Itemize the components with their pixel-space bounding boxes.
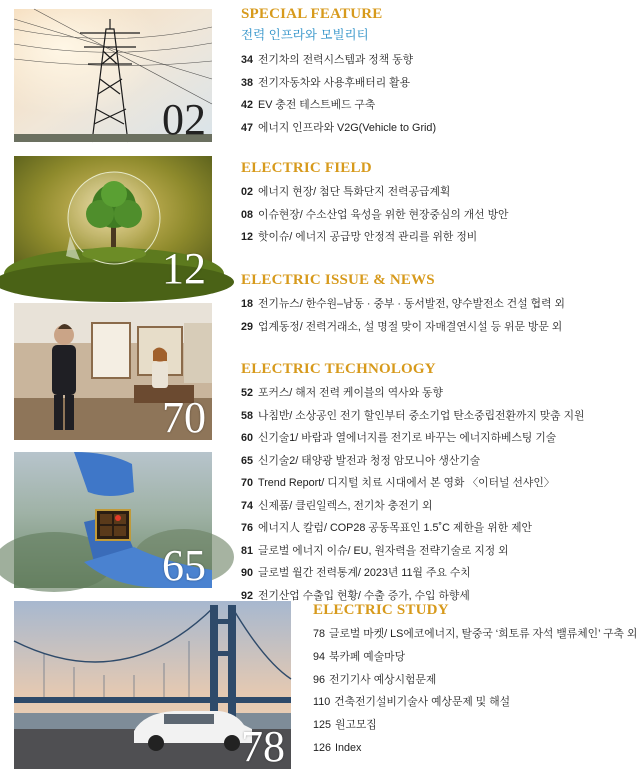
- toc-page-number: 81: [241, 544, 254, 557]
- toc-entry-text: 나침반/ 소상공인 전기 할인부터 중소기업 탄소중립전환까지 맞춤 지원: [258, 409, 585, 422]
- toc-item[interactable]: [241, 49, 436, 72]
- toc-item[interactable]: [313, 623, 637, 646]
- toc-item[interactable]: [241, 405, 584, 428]
- toc-page-number: 90: [241, 567, 254, 579]
- toc-item[interactable]: [241, 495, 584, 518]
- section-electric-field: [241, 159, 508, 249]
- toc-page-number: 12: [241, 231, 254, 243]
- toc-item[interactable]: [241, 117, 436, 140]
- section-title: ELECTRIC STUDY: [313, 602, 449, 618]
- toc-page-number: 125: [313, 719, 332, 732]
- section-title: ELECTRIC FIELD: [241, 160, 372, 176]
- photo-virtual-room-figures: [14, 303, 212, 440]
- section-subtitle: 전력 인프라와 모빌리티: [241, 28, 369, 42]
- photo-page-number: 12: [162, 244, 206, 293]
- toc-entry-text: 신기술2/ 태양광 발전과 청정 암모니아 생산기술: [258, 454, 481, 467]
- toc-page-number: 110: [313, 696, 331, 709]
- photo-transmission-tower: [14, 9, 212, 142]
- toc-entry-text: 북카페 예술마당: [329, 650, 406, 663]
- toc-item[interactable]: [241, 226, 508, 249]
- toc-item[interactable]: [241, 181, 508, 204]
- toc-page-number: 78: [313, 628, 326, 640]
- toc-entry-text: 핫이슈/ 에너지 공급망 안정적 관리를 위한 정비: [258, 231, 478, 243]
- toc-entry-text: 에너지人 칼럼/ COP28 공동목표인 1.5˚C 제한을 위한 제안: [258, 522, 532, 534]
- toc-page-number: 94: [313, 650, 326, 663]
- toc-item[interactable]: [241, 382, 584, 405]
- toc-page-number: 02: [241, 186, 254, 198]
- toc-item[interactable]: [241, 540, 584, 563]
- toc-item[interactable]: [313, 669, 637, 692]
- toc-item[interactable]: [241, 316, 565, 339]
- toc-item[interactable]: [241, 427, 584, 450]
- toc-page-number: 96: [313, 673, 326, 686]
- toc-entry-text: 전기뉴스/ 한수원–남동 · 중부 · 동서발전, 양수발전소 건설 협력 외: [258, 298, 565, 310]
- section-title: SPECIAL FEATURE: [241, 6, 383, 22]
- photo-page-number: 02: [162, 95, 206, 144]
- section-electric-technology: [241, 360, 584, 607]
- toc-entry-text: 포커스/ 해저 전력 케이블의 역사와 동향: [258, 387, 443, 399]
- toc-entry-text: 신제품/ 클린일렉스, 전기차 충전기 외: [258, 499, 433, 512]
- toc-entry-text: 전기자동차와 사용후배터리 활용: [258, 76, 411, 89]
- section-special-feature: [241, 5, 436, 139]
- toc-entry-text: 글로벌 월간 전력통계/ 2023년 11월 주요 수치: [258, 567, 471, 579]
- toc-page-number: 126: [313, 741, 332, 754]
- toc-item[interactable]: [241, 472, 584, 495]
- toc-page-number: 70: [241, 477, 254, 489]
- photo-page-number: 78: [241, 722, 285, 771]
- toc-entry-text: 에너지 현장/ 첨단 특화단지 전력공급계획: [258, 186, 451, 198]
- toc-entry-text: Index: [335, 741, 362, 754]
- toc-page-number: 92: [241, 589, 254, 602]
- toc-entry-text: 신기술1/ 바람과 열에너지를 전기로 바꾸는 에너지하베스팅 기술: [258, 432, 557, 444]
- toc-item[interactable]: [241, 293, 565, 316]
- toc-page-number: 42: [241, 99, 254, 111]
- toc-entry-text: 건축전기설비기술사 예상문제 및 해설: [334, 696, 511, 709]
- toc-entry-text: 원고모집: [335, 719, 377, 732]
- toc-page-number: 65: [241, 454, 254, 467]
- toc-page-number: 08: [241, 208, 254, 221]
- toc-page-number: 76: [241, 522, 254, 534]
- photo-tree-in-glass-sphere: [14, 156, 212, 291]
- toc-entry-text: EV 충전 테스트베드 구축: [258, 99, 376, 111]
- toc-entry-text: 전기차의 전력시스템과 정책 동향: [258, 54, 414, 66]
- toc-entry-text: 전기산업 수출입 현황/ 수출 증가, 수입 하향세: [258, 589, 470, 602]
- toc-item[interactable]: [313, 691, 637, 714]
- toc-page-number: 74: [241, 499, 254, 512]
- toc-item[interactable]: [241, 94, 436, 117]
- photo-page-number: 70: [162, 393, 206, 442]
- toc-page-number: 60: [241, 432, 254, 444]
- toc-page-number: 18: [241, 298, 254, 310]
- toc-item[interactable]: [313, 646, 637, 669]
- toc-item[interactable]: [241, 562, 584, 585]
- toc-item[interactable]: [313, 737, 637, 760]
- toc-entry-text: 업계동정/ 전력거래소, 설 명절 맞이 자매결연시설 등 위문 방문 외: [258, 320, 563, 333]
- toc-item[interactable]: [313, 714, 637, 737]
- toc-page-number: 58: [241, 409, 254, 422]
- section-electric-study: [313, 601, 637, 760]
- toc-entry-text: 전기기사 예상시험문제: [329, 673, 437, 686]
- toc-entry-text: 글로벌 마켓/ LS에코에너지, 탈중국 ‘희토류 자석 밸류체인’ 구축 외: [329, 628, 637, 640]
- section-title: ELECTRIC ISSUE & NEWS: [241, 272, 435, 288]
- toc-entry-text: Trend Report/ 디지털 치료 시대에서 본 영화 〈이터널 선샤인〉: [258, 477, 555, 489]
- section-electric-issue-news: [241, 271, 565, 338]
- toc-page-number: 34: [241, 54, 254, 66]
- toc-item[interactable]: [241, 450, 584, 473]
- section-title: ELECTRIC TECHNOLOGY: [241, 361, 436, 377]
- photo-page-number: 65: [162, 541, 206, 590]
- toc-page-number: 38: [241, 76, 254, 89]
- photo-bridge-and-car: [14, 601, 291, 769]
- toc-item[interactable]: [241, 204, 508, 227]
- toc-item[interactable]: [241, 517, 584, 540]
- toc-entry-text: 이슈현장/ 수소산업 육성을 위한 현장중심의 개선 방안: [258, 208, 509, 221]
- toc-page-number: 52: [241, 387, 254, 399]
- photo-solar-chip-fingertip: [14, 452, 212, 588]
- toc-entry-text: 글로벌 에너지 이슈/ EU, 원자력을 전략기술로 지정 외: [258, 544, 509, 557]
- toc-page-number: 29: [241, 320, 254, 333]
- toc-entry-text: 에너지 인프라와 V2G(Vehicle to Grid): [258, 121, 437, 134]
- toc-page-number: 47: [241, 121, 254, 134]
- toc-item[interactable]: [241, 72, 436, 95]
